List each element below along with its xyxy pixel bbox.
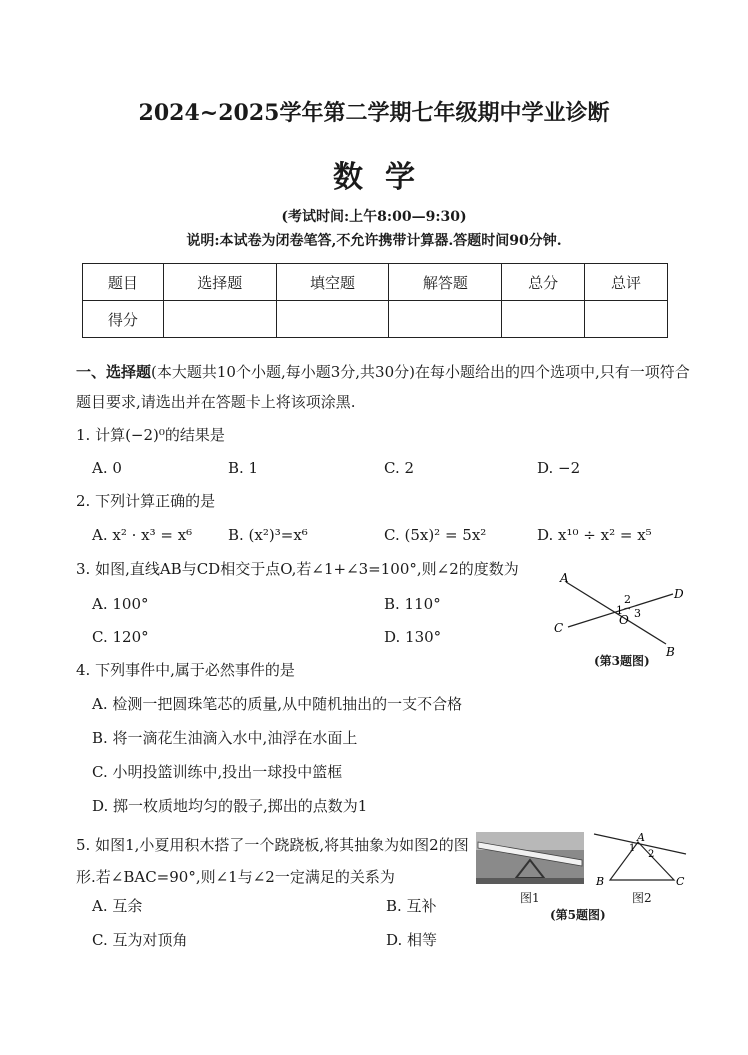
score-header-answer: 解答题 (389, 264, 502, 301)
q5-figure-caption: (第5题图) (550, 908, 606, 922)
fig5-label-a: A (637, 831, 645, 844)
section1-title: 一、选择题 (76, 363, 152, 381)
fig3-label-a: A (560, 572, 569, 585)
score-cell-answer[interactable] (389, 301, 502, 338)
q2-option-a[interactable]: A. x² · x³ = x⁶ (92, 526, 193, 544)
subject-title: 数学 (333, 160, 437, 195)
q5-figure2-diagram (590, 830, 690, 890)
q1-option-c[interactable]: C. 2 (384, 459, 415, 477)
q1-option-d[interactable]: D. −2 (537, 459, 581, 477)
page-title: 2024~2025学年第二学期七年级期中学业诊断 (138, 100, 610, 126)
score-header-choice: 选择题 (163, 264, 276, 301)
q5-option-d[interactable]: D. 相等 (386, 931, 438, 949)
q2-option-d[interactable]: D. x¹⁰ ÷ x² = x⁵ (537, 526, 652, 544)
score-header-item: 题目 (83, 264, 164, 301)
fig5-angle-1: 1 (629, 843, 636, 854)
section1-header (76, 357, 696, 417)
score-cell-fill[interactable] (276, 301, 389, 338)
q5-figure2-label: 图2 (632, 891, 652, 905)
q3-option-b[interactable]: B. 110° (384, 595, 441, 613)
q5-figure1-photo (476, 832, 584, 884)
score-cell-total[interactable] (502, 301, 585, 338)
score-row-label: 得分 (83, 301, 164, 338)
fig5-label-b: B (596, 875, 605, 888)
q3-option-c[interactable]: C. 120° (92, 628, 149, 646)
q4-option-a[interactable]: A. 检测一把圆珠笔芯的质量,从中随机抽出的一支不合格 (92, 695, 463, 713)
q2-option-b[interactable]: B. (x²)³=x⁶ (228, 526, 308, 544)
fig5-triangle (610, 842, 674, 880)
score-table (82, 263, 668, 338)
q4-option-b[interactable]: B. 将一滴花生油滴入水中,油浮在水面上 (92, 729, 358, 747)
fig3-label-d: D (674, 587, 684, 601)
q4-option-c[interactable]: C. 小明投篮训练中,投出一球投中篮框 (92, 763, 343, 781)
q3-option-a[interactable]: A. 100° (92, 595, 149, 613)
q2-option-c[interactable]: C. (5x)² = 5x² (384, 526, 487, 544)
score-cell-review[interactable] (585, 301, 668, 338)
score-table-header-row (83, 264, 668, 301)
section1-desc: (本大题共10个小题,每小题3分,共30分)在每小题给出的四个选项中,只有一项符合题目要求,请选出并在答题卡上将该项涂黑. (76, 363, 690, 411)
q3-stem: 3. 如图,直线AB与CD相交于点O,若∠1+∠3=100°,则∠2的度数为 (76, 560, 519, 578)
fig3-label-o: O (619, 613, 629, 627)
score-header-total: 总分 (502, 264, 585, 301)
q3-option-d[interactable]: D. 130° (384, 628, 442, 646)
q4-stem: 4. 下列事件中,属于必然事件的是 (76, 661, 295, 679)
q1-option-b[interactable]: B. 1 (228, 459, 259, 477)
fig3-label-c: C (554, 621, 564, 635)
q5-stem: 5. 如图1,小夏用积木搭了一个跷跷板,将其抽象为如图2的图形.若∠BAC=90°,则∠1与∠2一定满足的关系为 (76, 836, 469, 886)
q2-stem: 2. 下列计算正确的是 (76, 492, 216, 510)
score-table-score-row (83, 301, 668, 338)
fig3-angle-3: 3 (634, 607, 641, 620)
q3-figure-caption: (第3题图) (594, 654, 650, 668)
score-header-fill: 填空题 (276, 264, 389, 301)
q5-option-b[interactable]: B. 互补 (386, 897, 437, 915)
q5-option-c[interactable]: C. 互为对顶角 (92, 931, 188, 949)
exam-time: (考试时间:上午8:00—9:30) (281, 209, 467, 225)
fig5-angle-2: 2 (648, 849, 655, 860)
fig5-label-c: C (676, 875, 685, 888)
q5-figure1-label: 图1 (520, 891, 540, 905)
fig3-label-b: B (666, 645, 675, 659)
q1-option-a[interactable]: A. 0 (92, 459, 122, 477)
score-cell-choice[interactable] (163, 301, 276, 338)
fig3-angle-2: 2 (624, 593, 631, 606)
score-header-review: 总评 (585, 264, 668, 301)
fig3-angle-1: 1 (616, 604, 623, 617)
exam-instructions: 说明:本试卷为闭卷笔答,不允许携带计算器.答题时间90分钟. (186, 233, 562, 249)
q4-option-d[interactable]: D. 掷一枚质地均匀的骰子,掷出的点数为1 (92, 797, 368, 815)
q5-option-a[interactable]: A. 互余 (92, 897, 143, 915)
q1-stem: 1. 计算(−2)⁰的结果是 (76, 426, 225, 444)
